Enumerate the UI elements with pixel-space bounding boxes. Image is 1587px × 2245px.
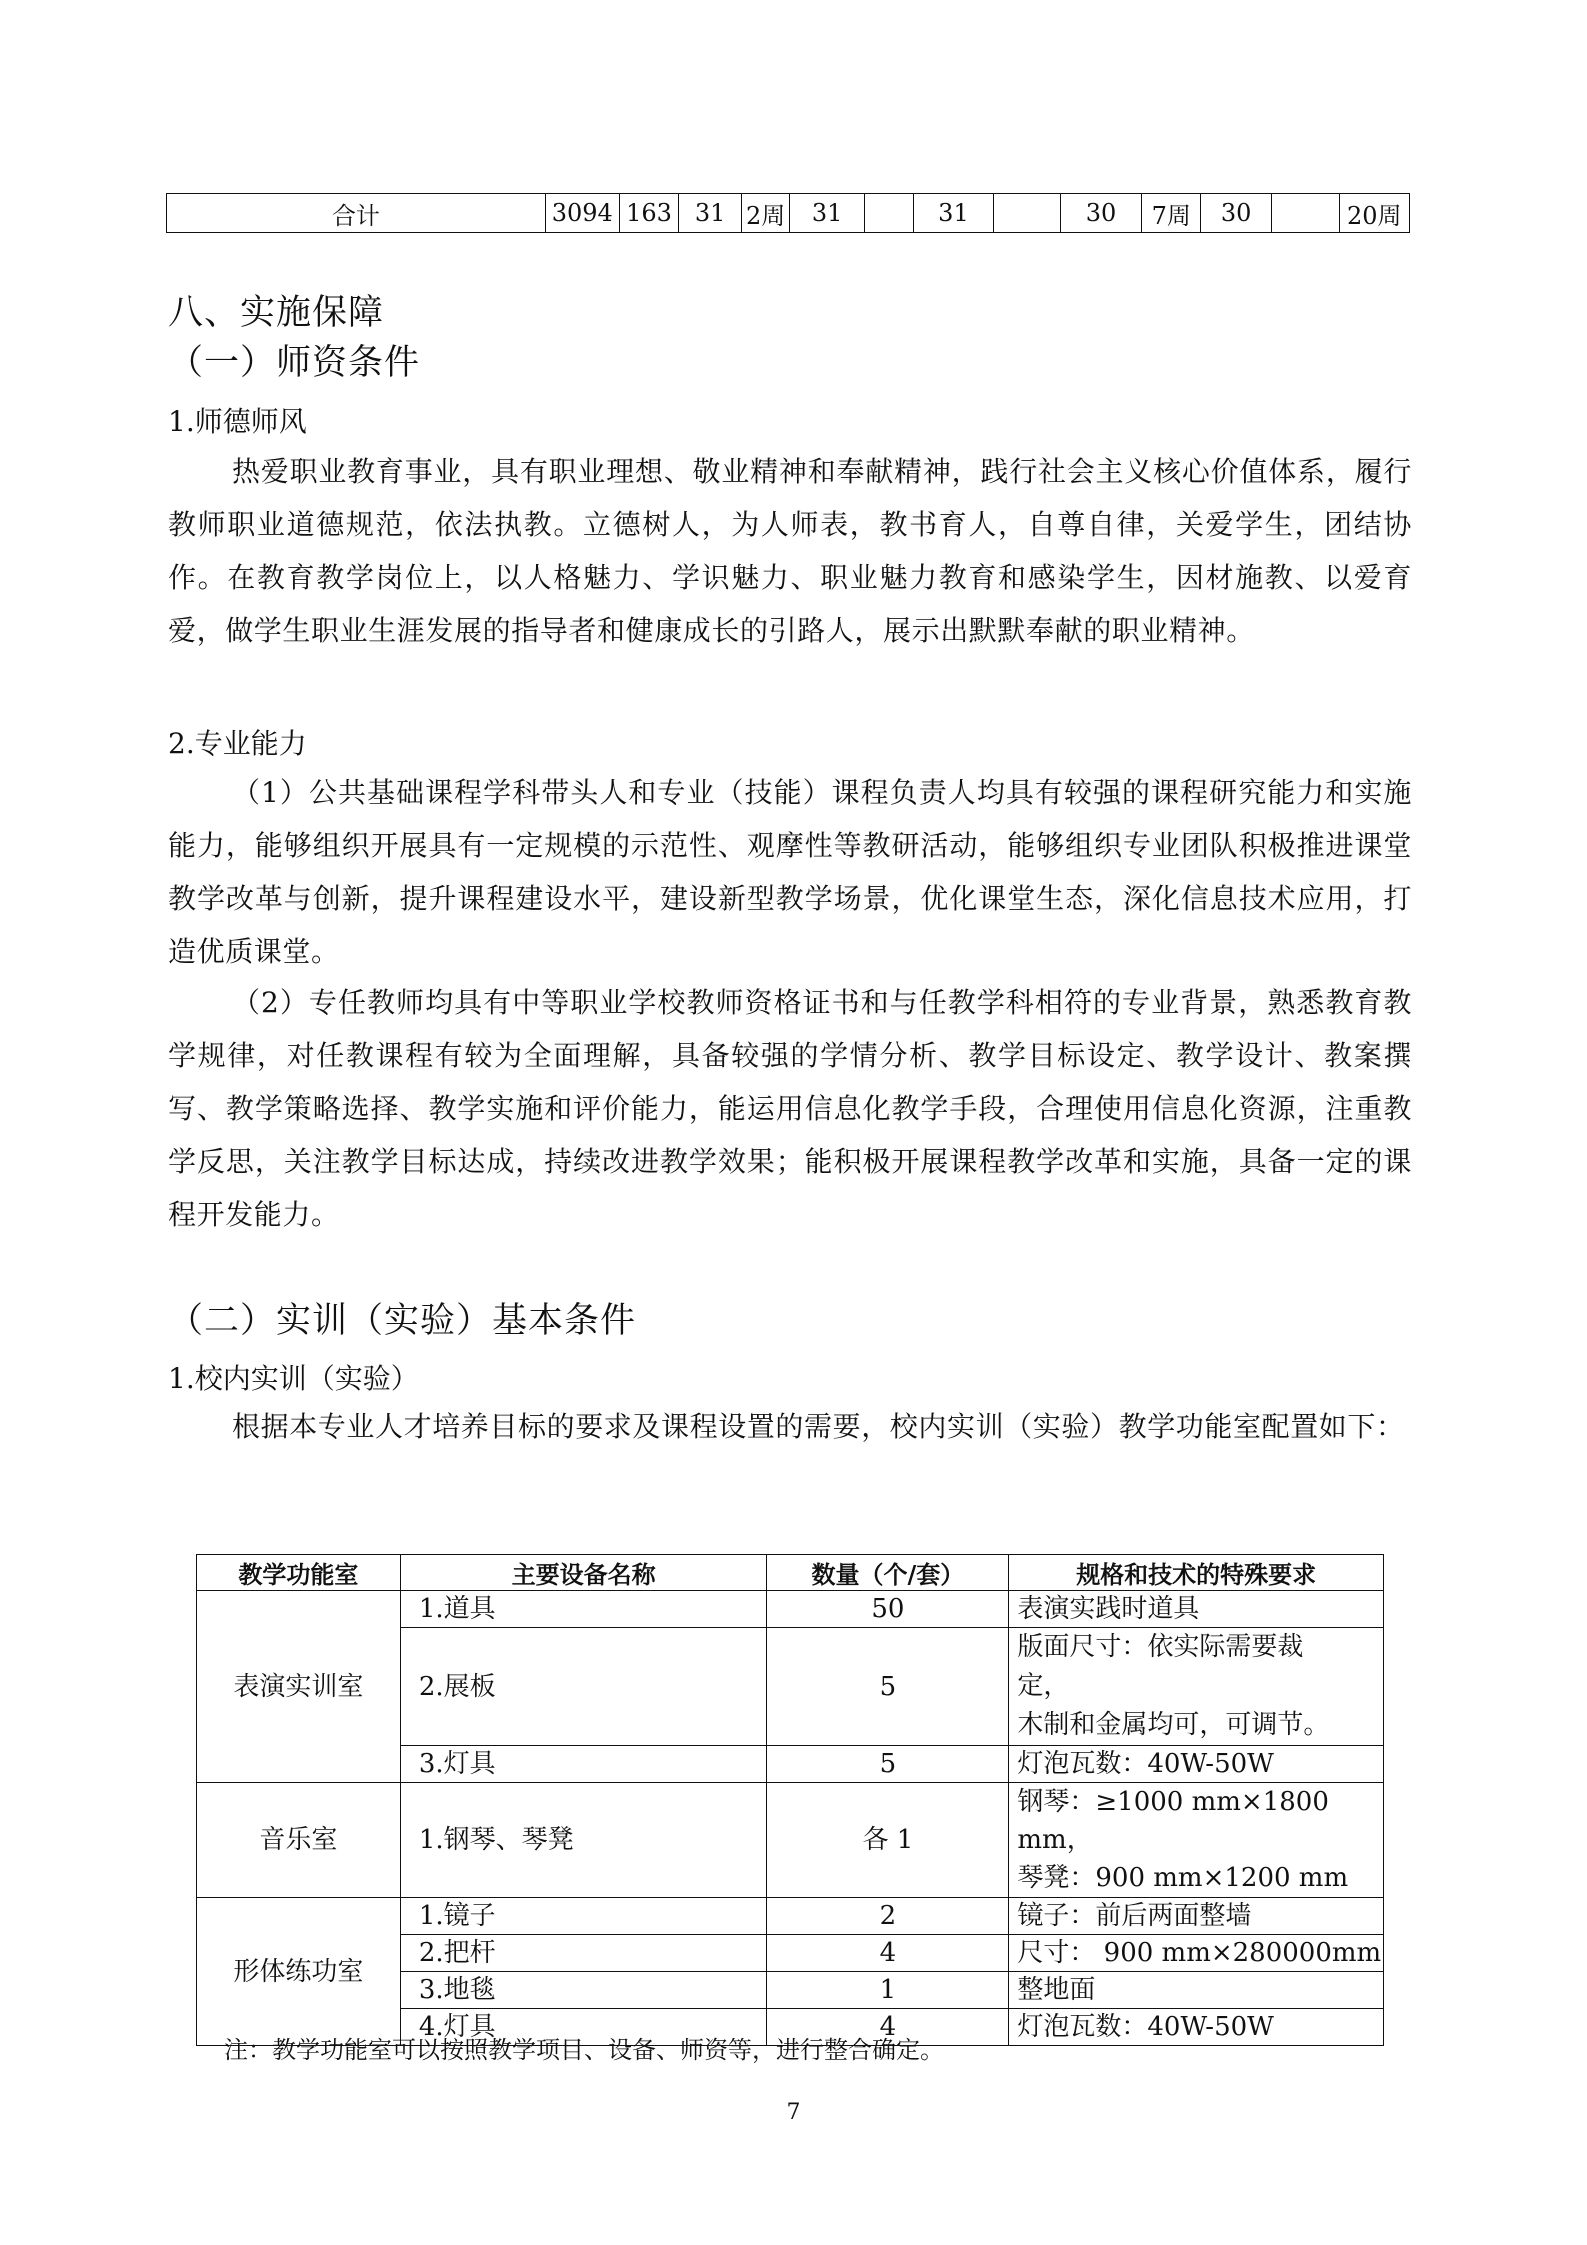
spec-line: 版面尺寸：依实际需要裁 [1017,1632,1304,1662]
total-row-table [166,193,1410,233]
equipment-qty: 5 [767,1628,1009,1746]
room-name: 表演实训室 [197,1591,401,1783]
equipment-qty: 5 [767,1746,1009,1783]
total-cell [994,194,1061,233]
item-title-ability: 2.专业能力 [168,727,307,760]
equipment-qty: 4 [767,2009,1009,2046]
equipment-name: 1.镜子 [400,1898,767,1935]
total-cell [864,194,913,233]
equipment-spec: 镜子：前后两面整墙 [1009,1898,1384,1935]
header-quantity: 数量（个/套） [767,1555,1009,1591]
equipment-qty: 4 [767,1935,1009,1972]
table-row [197,1898,1384,1935]
paragraph-ability-1: （1）公共基础课程学科带头人和专业（技能）课程负责人均具有较强的课程研究能力和实施能力，能够组织开展具有一定规模的示范性、观摩性等教研活动，能够组织专业团队积极推进课堂教学改革与创新，提升课程建设水平，建设新型教学场景，优化课堂生态，深化信息技术应用，打造优质课堂。 [168,776,1412,968]
section-title: 八、实施保障 [168,293,385,333]
subsection-title-faculty: （一）师资条件 [168,343,421,383]
equipment-spec [1009,1783,1384,1898]
total-row [167,194,1410,233]
spec-line: 钢琴：≥1000 mm×1800 mm， [1017,1787,1329,1855]
equipment-name: 4.灯具 [400,2009,767,2046]
equipment-qty: 1 [767,1972,1009,2009]
equipment-spec [1009,1628,1384,1746]
total-cell: 30 [1060,194,1141,233]
total-label: 合计 [167,194,546,233]
total-cell: 2周 [741,194,790,233]
equipment-table [196,1554,1384,2046]
header-spec: 规格和技术的特殊要求 [1009,1555,1384,1591]
equipment-spec: 尺寸： 900 mm×280000mm [1009,1935,1384,1972]
equipment-name: 2.把杆 [400,1935,767,1972]
total-cell: 3094 [545,194,619,233]
total-cell: 163 [619,194,679,233]
equipment-name: 2.展板 [400,1628,767,1746]
header-room: 教学功能室 [197,1555,401,1591]
equipment-spec: 灯泡瓦数：40W-50W [1009,2009,1384,2046]
header-equipment: 主要设备名称 [400,1555,767,1591]
equipment-qty: 50 [767,1591,1009,1628]
table-header-row [197,1555,1384,1591]
page-number: 7 [786,2100,801,2125]
spec-line: 定， [1017,1671,1070,1701]
total-cell [1271,194,1339,233]
paragraph-ability-2: （2）专任教师均具有中等职业学校教师资格证书和与任教学科相符的专业背景，熟悉教育教学规律，对任教课程有较为全面理解，具备较强的学情分析、教学目标设定、教学设计、教案撰写、教学策略选择、教学实施和评价能力，能运用信息化教学手段，合理使用信息化资源，注重教学反思，关注教学目标达成，持续改进教学效果；能积极开展课程教学改革和实施，具备一定的课程开发能力。 [168,986,1412,1231]
equipment-qty: 2 [767,1898,1009,1935]
equipment-name: 1.钢琴、琴凳 [400,1783,767,1898]
total-cell: 31 [679,194,741,233]
equipment-name: 3.地毯 [400,1972,767,2009]
table-note: 注：教学功能室可以按照教学项目、设备、师资等，进行整合确定。 [224,2036,944,2064]
equipment-spec: 表演实践时道具 [1009,1591,1384,1628]
room-name: 音乐室 [197,1783,401,1898]
room-name: 形体练功室 [197,1898,401,2046]
total-cell: 31 [790,194,864,233]
total-cell: 31 [913,194,993,233]
equipment-name: 3.灯具 [400,1746,767,1783]
item-title-ethics: 1.师德师风 [168,405,307,438]
equipment-spec: 整地面 [1009,1972,1384,2009]
spec-line: 琴凳：900 mm×1200 mm [1017,1863,1349,1893]
total-cell: 30 [1201,194,1271,233]
paragraph-training: 根据本专业人才培养目标的要求及课程设置的需要，校内实训（实验）教学功能室配置如下： [232,1410,1405,1443]
equipment-spec: 灯泡瓦数：40W-50W [1009,1746,1384,1783]
total-cell: 7周 [1142,194,1201,233]
item-title-onsite-training: 1.校内实训（实验） [168,1362,419,1395]
table-row [197,1783,1384,1898]
paragraph-ethics: 热爱职业教育事业，具有职业理想、敬业精神和奉献精神，践行社会主义核心价值体系，履行教师职业道德规范，依法执教。立德树人，为人师表，教书育人，自尊自律，关爱学生，团结协作。在教育教学岗位上，以人格魅力、学识魅力、职业魅力教育和感染学生，因材施教、以爱育爱，做学生职业生涯发展的指导者和健康成长的引路人，展示出默默奉献的职业精神。 [168,455,1412,647]
total-cell: 20周 [1339,194,1409,233]
table-row [197,1591,1384,1628]
subsection-title-training: （二）实训（实验）基本条件 [168,1301,637,1341]
equipment-qty: 各 1 [767,1783,1009,1898]
equipment-name: 1.道具 [400,1591,767,1628]
spec-line: 木制和金属均可，可调节。 [1017,1710,1330,1740]
